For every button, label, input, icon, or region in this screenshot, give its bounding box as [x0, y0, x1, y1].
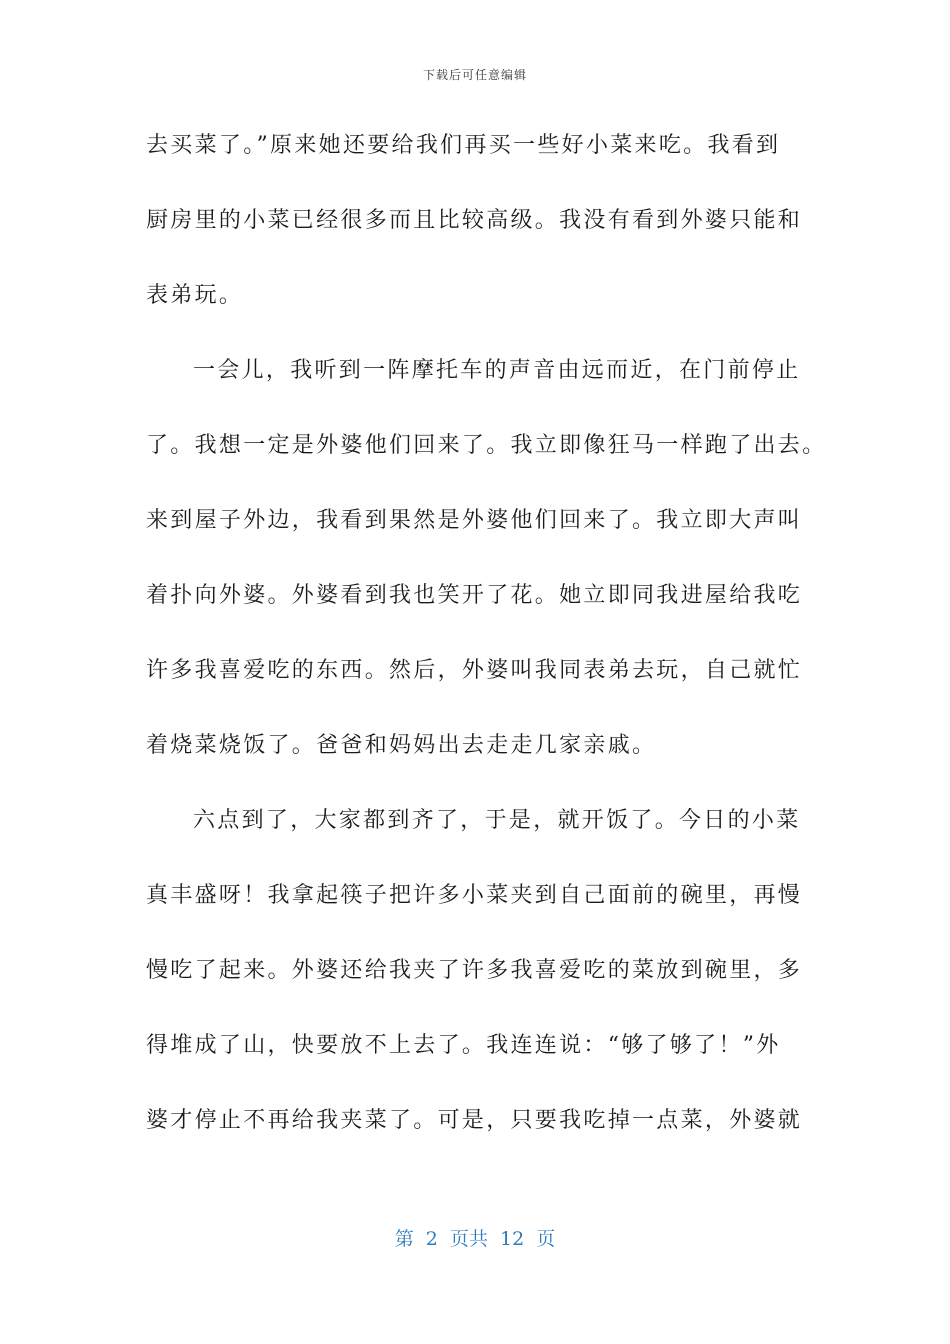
document-body [146, 118, 827, 1168]
text-line-paragraph-start: 六点到了，大家都到齐了，于是，就开饭了。今日的小菜 [193, 808, 801, 833]
text-line: 婆才停止不再给我夹菜了。可是，只要我吃掉一点菜，外婆就 [146, 1108, 803, 1133]
page-number-footer: 第 2 页共 12 页 [394, 1228, 556, 1250]
text-line: 来到屋子外边，我看到果然是外婆他们回来了。我立即大声叫 [146, 508, 803, 533]
text-line-paragraph-start: 一会儿，我听到一阵摩托车的声音由远而近，在门前停止 [193, 358, 801, 383]
text-line: 厨房里的小菜已经很多而且比较高级。我没有看到外婆只能和 [146, 208, 803, 233]
text-line: 慢吃了起来。外婆还给我夹了许多我喜爱吃的菜放到碗里，多 [146, 958, 803, 983]
text-line: 得堆成了山，快要放不上去了。我连连说：“够了够了！”外 [146, 1033, 781, 1058]
text-line: 真丰盛呀！我拿起筷子把许多小菜夹到自己面前的碗里，再慢 [146, 883, 803, 908]
text-line: 许多我喜爱吃的东西。然后，外婆叫我同表弟去玩，自己就忙 [146, 658, 803, 683]
text-line: 着烧菜烧饭了。爸爸和妈妈出去走走几家亲戚。 [146, 733, 657, 758]
text-line: 着扑向外婆。外婆看到我也笑开了花。她立即同我进屋给我吃 [146, 583, 803, 608]
text-line: 去买菜了。”原来她还要给我们再买一些好小菜来吃。我看到 [146, 133, 781, 158]
text-line: 表弟玩。 [146, 283, 244, 308]
text-line: 了。我想一定是外婆他们回来了。我立即像狂马一样跑了出去。 [146, 433, 827, 458]
page-header-note: 下载后可任意编辑 [422, 68, 527, 82]
